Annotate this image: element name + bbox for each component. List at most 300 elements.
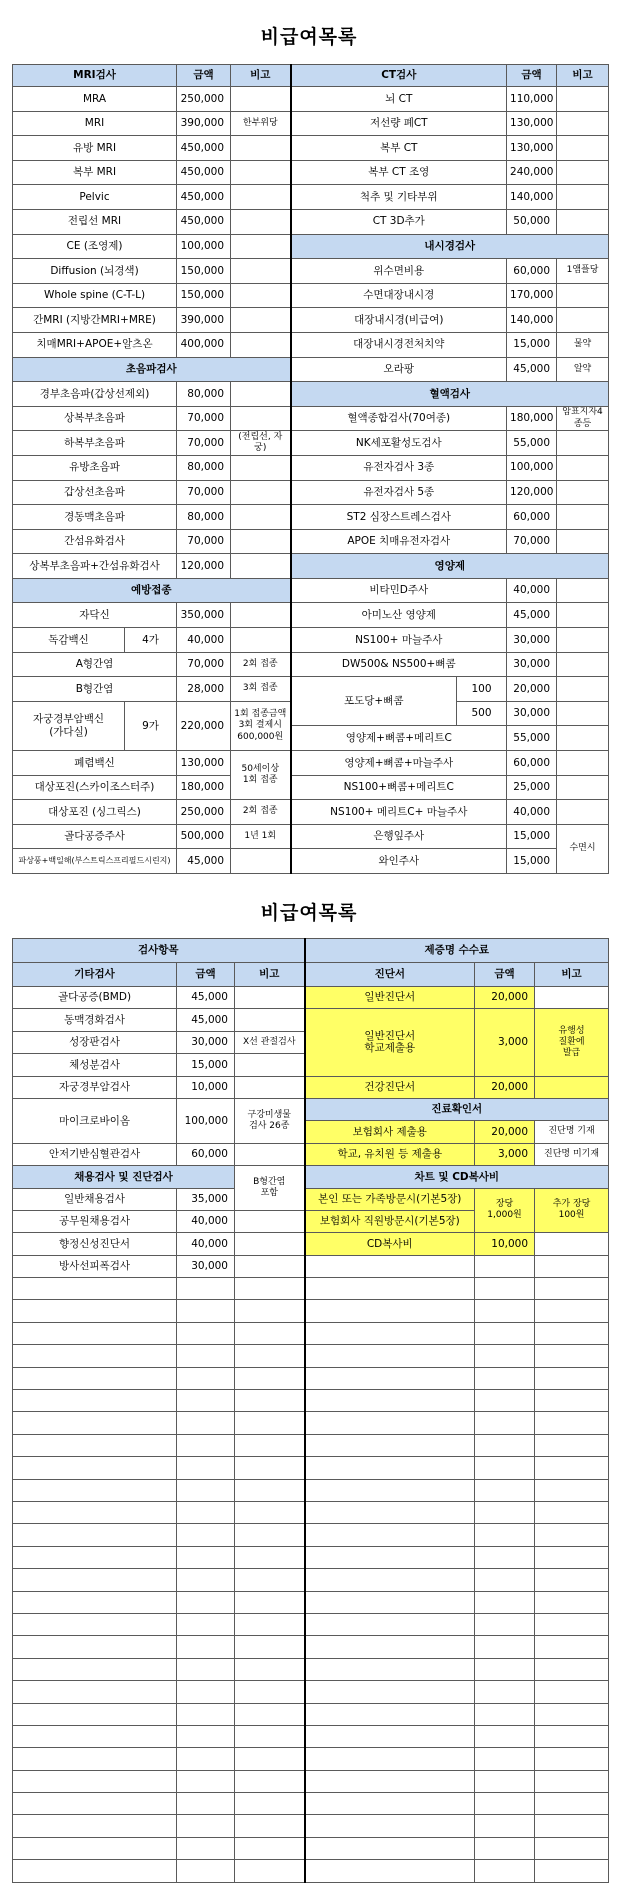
item-price: 350,000 [177,603,231,628]
item-note [235,1210,305,1232]
empty-cell [305,1479,475,1501]
table-row [13,1770,609,1792]
item-sub: 100 [457,677,507,702]
empty-cell [235,1681,305,1703]
empty-cell [535,1636,609,1658]
empty-cell [235,1501,305,1523]
item-note [557,160,609,185]
table-row [13,963,609,987]
empty-cell [535,1524,609,1546]
item-price: 140,000 [507,185,557,210]
table-row [13,505,609,530]
empty-cell [177,1860,235,1882]
column-header: 비고 [557,65,609,87]
empty-cell [235,1837,305,1859]
item-note [231,283,291,308]
item-note: 물약 [557,332,609,357]
empty-cell [535,1501,609,1523]
item-note: 3회 접종 [231,677,291,702]
empty-cell [235,1815,305,1837]
empty-cell [13,1770,177,1792]
item-sub: 9가 [125,701,177,750]
item-name: 성장판검사 [13,1031,177,1053]
empty-cell [535,1300,609,1322]
item-name: 폐렴백신 [13,751,177,776]
item-name: 와인주사 [291,849,507,874]
item-price: 70,000 [507,529,557,554]
table-row [13,1793,609,1815]
item-note [235,1143,305,1165]
empty-cell [305,1681,475,1703]
empty-cell [535,1322,609,1344]
item-name: 골다공증주사 [13,824,177,849]
item-note [231,308,291,333]
empty-cell [475,1322,535,1344]
item-name: 유방초음파 [13,455,177,480]
empty-cell [475,1457,535,1479]
item-name: 독감백신 [13,628,125,653]
section-header: 혈액검사 [291,382,609,407]
empty-cell [475,1546,535,1568]
empty-cell [305,1255,475,1277]
item-price: 180,000 [177,775,231,800]
item-price: 15,000 [507,849,557,874]
table-row [13,332,609,357]
item-price: 45,000 [507,357,557,382]
empty-cell [305,1546,475,1568]
item-price: 180,000 [507,406,557,431]
empty-cell [235,1793,305,1815]
item-note: 알약 [557,357,609,382]
empty-cell [235,1300,305,1322]
empty-cell [475,1300,535,1322]
empty-cell [475,1501,535,1523]
empty-cell [535,1390,609,1412]
item-price: 170,000 [507,283,557,308]
item-price: 40,000 [177,1210,235,1232]
item-price: 35,000 [177,1188,235,1210]
item-name: 자궁경부암검사 [13,1076,177,1098]
item-name: 영양제+뼈콤+메리트C [291,726,507,751]
empty-cell [235,1725,305,1747]
table-row [13,209,609,234]
item-price: 20,000 [475,1076,535,1098]
empty-cell [235,1278,305,1300]
empty-cell [13,1681,177,1703]
table-row [13,1837,609,1859]
empty-cell [177,1569,235,1591]
empty-cell [235,1748,305,1770]
item-note [231,259,291,284]
item-note [231,160,291,185]
item-price: 70,000 [177,406,231,431]
item-note [235,1076,305,1098]
empty-cell [305,1591,475,1613]
table-row [13,431,609,456]
item-name: APOE 치매유전자검사 [291,529,507,554]
table-row [13,1300,609,1322]
table-row [13,1501,609,1523]
table-row [13,1390,609,1412]
item-price: 130,000 [177,751,231,776]
table-row [13,578,609,603]
empty-cell [535,1591,609,1613]
empty-cell [475,1591,535,1613]
item-note [235,1233,305,1255]
item-note: 1회 접종금액 3회 결제시 600,000원 [231,701,291,750]
item-price: 장당 1,000원 [475,1188,535,1233]
item-name: NS100+뼈콤+메리트C [291,775,507,800]
empty-cell [177,1434,235,1456]
empty-cell [235,1770,305,1792]
item-price: 40,000 [507,800,557,825]
empty-cell [305,1793,475,1815]
item-note [231,382,291,407]
item-name: 상복부초음파+간섬유화검사 [13,554,177,579]
empty-cell [13,1546,177,1568]
item-price: 60,000 [507,259,557,284]
empty-cell [475,1524,535,1546]
empty-cell [177,1345,235,1367]
section-header: 채용검사 및 진단검사 [13,1166,235,1188]
empty-cell [535,1367,609,1389]
table-row [13,1591,609,1613]
empty-cell [235,1636,305,1658]
table-row [13,1367,609,1389]
section-header: 내시경검사 [291,234,609,259]
empty-cell [235,1434,305,1456]
item-note [231,529,291,554]
item-name: 저선량 폐CT [291,111,507,136]
table-row [13,1569,609,1591]
item-price: 60,000 [177,1143,235,1165]
empty-cell [475,1613,535,1635]
empty-cell [305,1725,475,1747]
item-price: 80,000 [177,505,231,530]
empty-cell [305,1658,475,1680]
item-price: 140,000 [507,308,557,333]
item-note [231,332,291,357]
section-header: 진료확인서 [305,1098,609,1120]
table-row [13,1412,609,1434]
item-name: 자닥신 [13,603,177,628]
item-note [557,136,609,161]
empty-cell [235,1479,305,1501]
item-name: 유전자검사 3종 [291,455,507,480]
item-note [557,603,609,628]
table-row [13,603,609,628]
item-note: 진단명 미기재 [535,1143,609,1165]
item-name: 공무원채용검사 [13,1210,177,1232]
item-note [557,578,609,603]
table-row [13,1098,609,1120]
empty-cell [177,1412,235,1434]
item-note [557,283,609,308]
empty-cell [305,1748,475,1770]
empty-cell [535,1725,609,1747]
item-price: 130,000 [507,136,557,161]
item-note [557,652,609,677]
section-header: 차트 및 CD복사비 [305,1166,609,1188]
item-name: 척추 및 기타부위 [291,185,507,210]
item-price: 3,000 [475,1009,535,1076]
item-name: 체성분검사 [13,1054,177,1076]
item-price: 80,000 [177,455,231,480]
item-name: 갑상선초음파 [13,480,177,505]
empty-cell [305,1501,475,1523]
item-name: 향정신성진단서 [13,1233,177,1255]
item-note [557,111,609,136]
table-row [13,1681,609,1703]
table-row [13,1345,609,1367]
item-price: 250,000 [177,87,231,112]
empty-cell [177,1501,235,1523]
section-header: 초음파검사 [13,357,291,382]
table-row [13,751,609,776]
item-note [231,455,291,480]
empty-cell [13,1658,177,1680]
item-note [231,234,291,259]
empty-cell [305,1613,475,1635]
item-price: 45,000 [177,1009,235,1031]
empty-cell [177,1322,235,1344]
table-row [13,1815,609,1837]
item-price: 20,000 [475,1121,535,1143]
empty-cell [13,1434,177,1456]
table-row [13,800,609,825]
item-price: 390,000 [177,308,231,333]
item-name: CE (조영제) [13,234,177,259]
item-name: B형간염 [13,677,177,702]
item-price: 45,000 [177,849,231,874]
item-name: 대장내시경전처치약 [291,332,507,357]
column-header: 비고 [535,963,609,987]
empty-cell [535,1613,609,1635]
empty-cell [475,1255,535,1277]
empty-cell [177,1591,235,1613]
item-price: 15,000 [177,1054,235,1076]
item-name: NS100+ 마늘주사 [291,628,507,653]
item-note [535,987,609,1009]
table-row [13,1188,609,1210]
item-price: 70,000 [177,529,231,554]
item-name: 경부초음파(갑상선제외) [13,382,177,407]
empty-cell [235,1412,305,1434]
item-note [231,209,291,234]
item-price: 240,000 [507,160,557,185]
item-note [557,308,609,333]
item-name: 뇌 CT [291,87,507,112]
empty-cell [535,1255,609,1277]
item-note: 1앰플당 [557,259,609,284]
item-price: 70,000 [177,480,231,505]
empty-cell [305,1524,475,1546]
empty-cell [13,1636,177,1658]
column-header: 진단서 [305,963,475,987]
item-name: Pelvic [13,185,177,210]
table-row [13,1860,609,1882]
empty-cell [13,1367,177,1389]
item-name: 골다공증(BMD) [13,987,177,1009]
item-note [557,209,609,234]
price-table-2 [12,938,609,1883]
table-row [13,652,609,677]
table-row [13,455,609,480]
table-row [13,939,609,963]
item-price: 15,000 [507,824,557,849]
page-title-2: 비급여목록 [260,902,358,924]
empty-cell [13,1501,177,1523]
item-name: NK세포활성도검사 [291,431,507,456]
item-name: 유전자검사 5종 [291,480,507,505]
empty-cell [305,1367,475,1389]
item-note [557,726,609,751]
item-name: 마이크로바이옴 [13,1098,177,1143]
item-name: 일반채용검사 [13,1188,177,1210]
item-note [235,1054,305,1076]
item-price: 30,000 [177,1255,235,1277]
item-note [235,987,305,1009]
empty-cell [535,1479,609,1501]
item-name: 일반진단서 학교제출용 [305,1009,475,1076]
empty-cell [535,1815,609,1837]
item-price: 40,000 [507,578,557,603]
item-price: 220,000 [177,701,231,750]
section-header: 제증명 수수료 [305,939,609,963]
item-name: 경동맥초음파 [13,505,177,530]
item-price: 28,000 [177,677,231,702]
empty-cell [305,1457,475,1479]
empty-cell [177,1815,235,1837]
empty-cell [235,1322,305,1344]
item-price: 70,000 [177,652,231,677]
item-note [231,628,291,653]
item-name: Whole spine (C-T-L) [13,283,177,308]
empty-cell [177,1613,235,1635]
table-row [13,65,609,87]
table-row [13,357,609,382]
item-name: 상복부초음파 [13,406,177,431]
empty-cell [177,1748,235,1770]
item-name: 아미노산 영양제 [291,603,507,628]
empty-cell [177,1546,235,1568]
item-price: 50,000 [507,209,557,234]
table-row [13,136,609,161]
empty-cell [177,1479,235,1501]
table-row [13,1255,609,1277]
table-row [13,849,609,874]
item-note [557,628,609,653]
item-note: B형간염 포함 [235,1166,305,1211]
item-name: 은행잎주사 [291,824,507,849]
empty-cell [535,1546,609,1568]
empty-cell [13,1300,177,1322]
table-row [13,1636,609,1658]
empty-cell [13,1703,177,1725]
table-row [13,824,609,849]
table-row [13,1076,609,1098]
item-note [557,505,609,530]
empty-cell [177,1703,235,1725]
table-row [13,628,609,653]
empty-cell [475,1703,535,1725]
empty-cell [235,1569,305,1591]
empty-cell [475,1412,535,1434]
empty-cell [535,1434,609,1456]
item-price: 60,000 [507,751,557,776]
table-row [13,160,609,185]
empty-cell [177,1524,235,1546]
table-row [13,554,609,579]
empty-cell [235,1613,305,1635]
item-name: 보험회사 제출용 [305,1121,475,1143]
empty-cell [475,1479,535,1501]
column-header: 금액 [475,963,535,987]
item-note [557,677,609,702]
table-row [13,1703,609,1725]
section-header: 검사항목 [13,939,305,963]
item-price: 40,000 [177,628,231,653]
empty-cell [177,1658,235,1680]
item-note: 구강미생물 검사 26종 [235,1098,305,1143]
empty-cell [235,1860,305,1882]
empty-cell [13,1860,177,1882]
item-name: 하복부초음파 [13,431,177,456]
item-note [231,554,291,579]
table-row [13,1457,609,1479]
empty-cell [535,1412,609,1434]
item-note [231,505,291,530]
empty-cell [535,1457,609,1479]
item-note: 2회 접종 [231,800,291,825]
item-note: 암표지자4종등 [557,406,609,431]
item-price: 110,000 [507,87,557,112]
empty-cell [13,1345,177,1367]
empty-cell [535,1345,609,1367]
empty-cell [13,1613,177,1635]
empty-cell [177,1457,235,1479]
empty-cell [475,1681,535,1703]
item-note [231,406,291,431]
table-row [13,1322,609,1344]
table-row [13,1278,609,1300]
table-row [13,1009,609,1031]
item-price: 70,000 [177,431,231,456]
table-row [13,185,609,210]
section-header: 예방접종 [13,578,291,603]
empty-cell [13,1793,177,1815]
empty-cell [475,1434,535,1456]
item-name: 대상포진(스카이조스터주) [13,775,177,800]
empty-cell [235,1367,305,1389]
empty-cell [13,1412,177,1434]
table-row [13,529,609,554]
item-name: 영양제+뼈콤+마늘주사 [291,751,507,776]
item-name: CD복사비 [305,1233,475,1255]
item-note: 1년 1회 [231,824,291,849]
empty-cell [535,1837,609,1859]
section-header: 영양제 [291,554,609,579]
item-name: 유방 MRI [13,136,177,161]
item-note: 진단명 기재 [535,1121,609,1143]
item-price: 60,000 [507,505,557,530]
item-note [235,1255,305,1277]
item-sub: 4가 [125,628,177,653]
empty-cell [305,1636,475,1658]
item-name: 포도당+뼈콤 [291,677,457,726]
empty-cell [177,1278,235,1300]
item-note [535,1233,609,1255]
